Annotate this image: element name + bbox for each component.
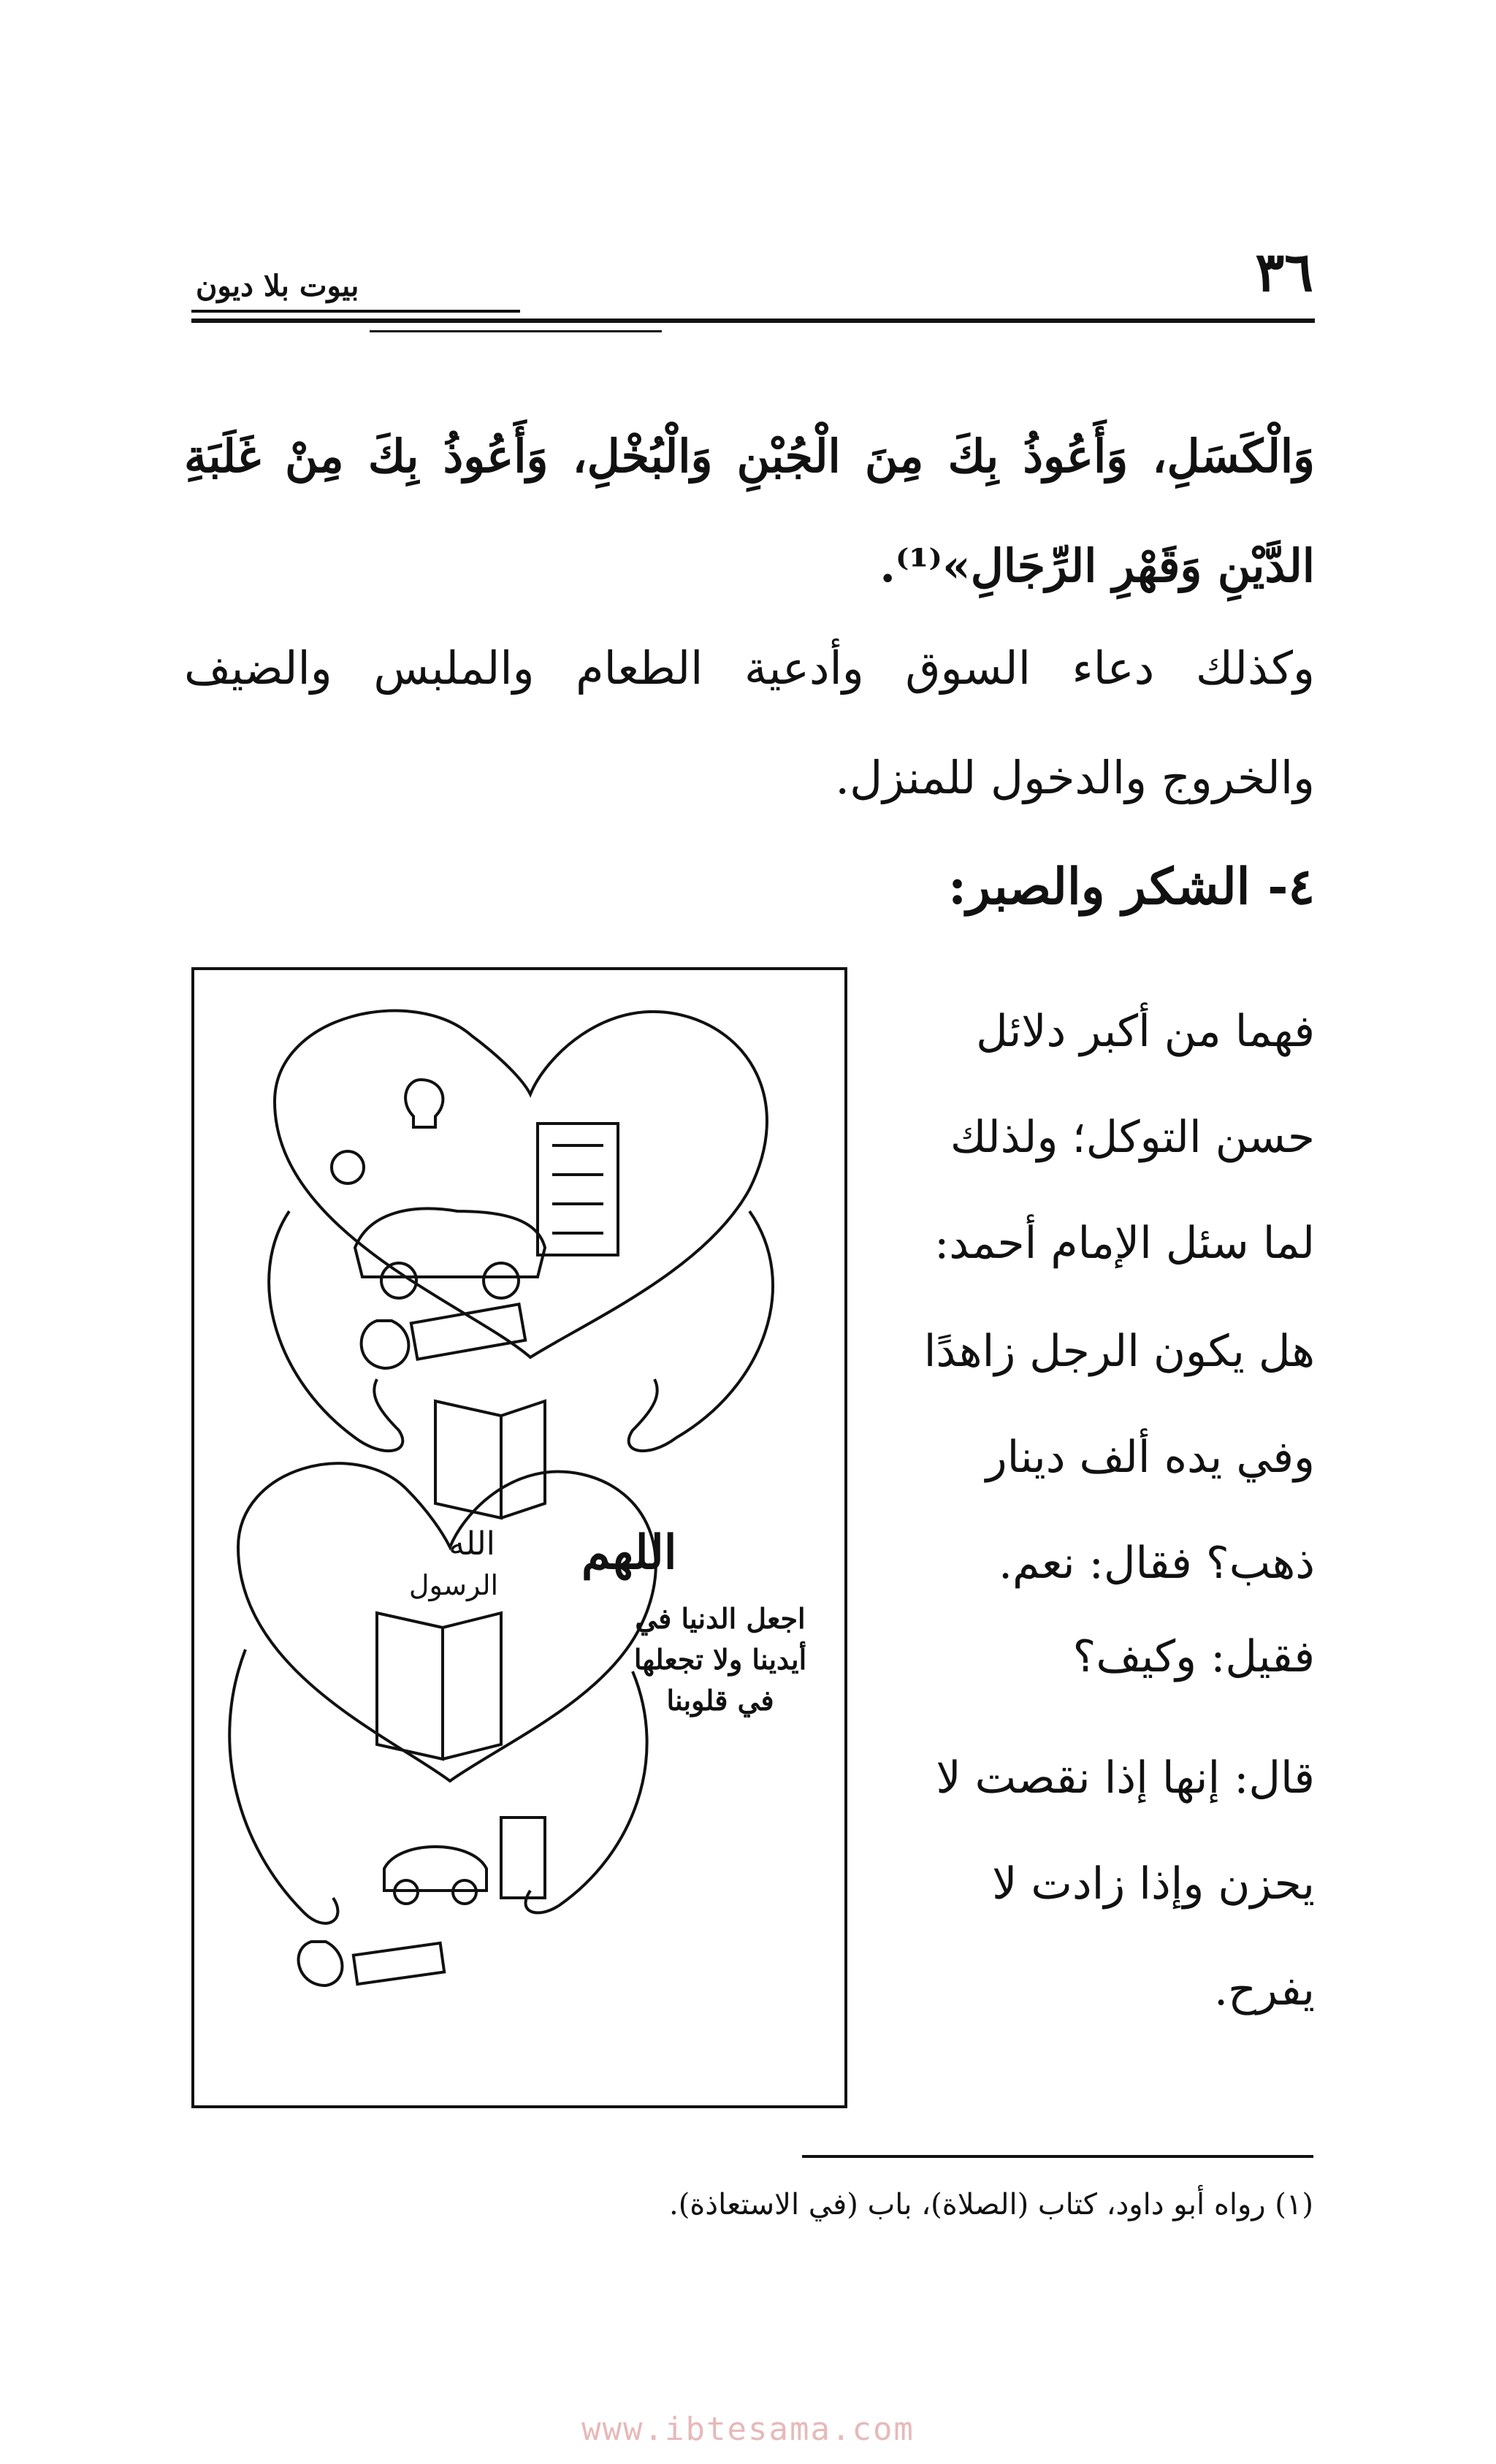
- side-paragraph: فهما من أكبر دلائل حسن التوكل؛ ولذلك لما سئل الإمام أحمد:: [934, 1006, 1315, 1269]
- page-number: ٣٦: [1255, 241, 1313, 304]
- book-icon: [435, 1401, 545, 1518]
- ring-icon: [332, 1151, 364, 1183]
- side-paragraph: قال: إنها إذا نقصت لا يحزن وإذا زادت لا يفرح.: [936, 1752, 1315, 2015]
- hadith-text: وَالْكَسَلِ، وَأَعُوذُ بِكَ مِنَ الْجُبْنِ وَالْبُخْلِ، وَأَعُوذُ بِكَ مِنْ غَلَبَةِ الدَّيْنِ وَقَهْرِ الرِّجَالِ»⁽¹⁾.: [184, 430, 1315, 592]
- section-heading: ٤- الشكر والصبر:: [947, 858, 1315, 916]
- side-paragraph: فقيل: وكيف؟: [1072, 1631, 1315, 1682]
- car-icon: [355, 1209, 545, 1277]
- header-rule-short: [191, 310, 520, 313]
- moneybag-icon: [362, 1321, 409, 1368]
- dua-text: اجعل الدنيا في أيدينا ولا تجعلها في قلوبنا: [633, 1602, 807, 1717]
- dua-allahumma: اللهم: [581, 1525, 677, 1580]
- quran-icon: [377, 1613, 501, 1759]
- running-title: بيوت بلا ديون: [196, 269, 359, 303]
- arm-left-icon: [269, 1211, 402, 1451]
- paragraph: وكذلك دعاء السوق وأدعية الطعام والملبس والضيف والخروج والدخول للمنزل.: [184, 641, 1315, 804]
- bulb-icon: [405, 1080, 443, 1127]
- building-icon: [538, 1124, 618, 1255]
- watermark: www.ibtesama.com: [581, 2411, 915, 2448]
- header-rule: [191, 319, 1315, 323]
- small-building-icon: [501, 1818, 545, 1898]
- heart-bottom-icon: [238, 1463, 656, 1781]
- footnote: (١) رواه أبو داود، كتاب (الصلاة)، باب (في الاستعاذة).: [668, 2188, 1313, 2221]
- small-notes-icon: [354, 1943, 444, 1984]
- side-paragraph: هل يكون الرجل زاهدًا وفي يده ألف دينار ذهب؟ فقال: نعم.: [923, 1326, 1315, 1589]
- arm-left-bottom-icon: [229, 1649, 337, 1923]
- heart-label-allah: الله: [449, 1525, 495, 1563]
- header-rule-under: [370, 330, 662, 332]
- heart-label-rasul: الرسول: [408, 1569, 499, 1601]
- small-bag-icon: [299, 1942, 343, 1986]
- footnote-rule: [802, 2155, 1313, 2158]
- banknotes-icon: [411, 1304, 525, 1359]
- illustration: [191, 967, 847, 2108]
